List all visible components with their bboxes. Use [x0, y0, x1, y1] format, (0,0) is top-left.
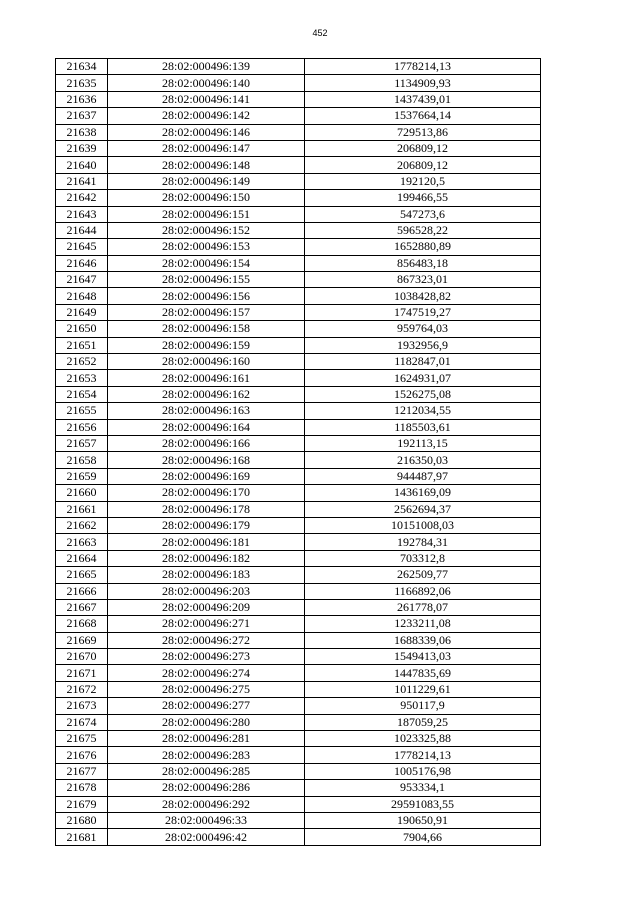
value-cell: 1437439,01 [305, 91, 541, 107]
value-cell: 867323,01 [305, 272, 541, 288]
cadastral-number-cell: 28:02:000496:283 [108, 747, 305, 763]
cadastral-number-cell: 28:02:000496:286 [108, 780, 305, 796]
cadastral-number-cell: 28:02:000496:159 [108, 337, 305, 353]
table-row [56, 108, 541, 124]
page-number: 452 [312, 28, 328, 38]
table-row [56, 91, 541, 107]
table-row [56, 173, 541, 189]
cadastral-number-cell: 28:02:000496:169 [108, 468, 305, 484]
table-row [56, 304, 541, 320]
value-cell: 950117,9 [305, 698, 541, 714]
cadastral-number-cell: 28:02:000496:281 [108, 731, 305, 747]
cadastral-number-cell: 28:02:000496:139 [108, 59, 305, 75]
row-number-cell: 21667 [56, 599, 108, 615]
cadastral-number-cell: 28:02:000496:158 [108, 321, 305, 337]
cadastral-number-cell: 28:02:000496:181 [108, 534, 305, 550]
table-row [56, 599, 541, 615]
cadastral-number-cell: 28:02:000496:272 [108, 632, 305, 648]
value-cell: 192784,31 [305, 534, 541, 550]
cadastral-number-cell: 28:02:000496:42 [108, 829, 305, 845]
row-number-cell: 21640 [56, 157, 108, 173]
cadastral-number-cell: 28:02:000496:154 [108, 255, 305, 271]
row-number-cell: 21644 [56, 222, 108, 238]
value-cell: 1233211,08 [305, 616, 541, 632]
value-cell: 1005176,98 [305, 763, 541, 779]
row-number-cell: 21637 [56, 108, 108, 124]
value-cell: 206809,12 [305, 140, 541, 156]
value-cell: 547273,6 [305, 206, 541, 222]
cadastral-number-cell: 28:02:000496:183 [108, 567, 305, 583]
table-row [56, 419, 541, 435]
table-row [56, 124, 541, 140]
table-row [56, 632, 541, 648]
table-row [56, 698, 541, 714]
table-row [56, 649, 541, 665]
table-row [56, 337, 541, 353]
cadastral-number-cell: 28:02:000496:164 [108, 419, 305, 435]
row-number-cell: 21671 [56, 665, 108, 681]
row-number-cell: 21638 [56, 124, 108, 140]
cadastral-number-cell: 28:02:000496:178 [108, 501, 305, 517]
value-cell: 1023325,88 [305, 731, 541, 747]
table-row [56, 812, 541, 828]
cadastral-number-cell: 28:02:000496:203 [108, 583, 305, 599]
table-row [56, 239, 541, 255]
table-row [56, 681, 541, 697]
table-row [56, 534, 541, 550]
row-number-cell: 21649 [56, 304, 108, 320]
row-number-cell: 21656 [56, 419, 108, 435]
cadastral-number-cell: 28:02:000496:140 [108, 75, 305, 91]
value-cell: 7904,66 [305, 829, 541, 845]
table-row [56, 370, 541, 386]
row-number-cell: 21663 [56, 534, 108, 550]
cadastral-number-cell: 28:02:000496:292 [108, 796, 305, 812]
value-cell: 1526275,08 [305, 386, 541, 402]
row-number-cell: 21668 [56, 616, 108, 632]
cadastral-number-cell: 28:02:000496:147 [108, 140, 305, 156]
cadastral-number-cell: 28:02:000496:153 [108, 239, 305, 255]
table-row [56, 763, 541, 779]
value-cell: 1549413,03 [305, 649, 541, 665]
row-number-cell: 21642 [56, 190, 108, 206]
cadastral-number-cell: 28:02:000496:149 [108, 173, 305, 189]
registry-table [55, 58, 541, 846]
table-row [56, 321, 541, 337]
row-number-cell: 21670 [56, 649, 108, 665]
cadastral-number-cell: 28:02:000496:156 [108, 288, 305, 304]
row-number-cell: 21645 [56, 239, 108, 255]
value-cell: 596528,22 [305, 222, 541, 238]
table-row [56, 550, 541, 566]
row-number-cell: 21652 [56, 354, 108, 370]
table-row [56, 222, 541, 238]
value-cell: 29591083,55 [305, 796, 541, 812]
cadastral-number-cell: 28:02:000496:285 [108, 763, 305, 779]
cadastral-number-cell: 28:02:000496:151 [108, 206, 305, 222]
row-number-cell: 21681 [56, 829, 108, 845]
cadastral-number-cell: 28:02:000496:150 [108, 190, 305, 206]
value-cell: 1185503,61 [305, 419, 541, 435]
row-number-cell: 21678 [56, 780, 108, 796]
row-number-cell: 21675 [56, 731, 108, 747]
table-row [56, 354, 541, 370]
table-row [56, 583, 541, 599]
cadastral-number-cell: 28:02:000496:168 [108, 452, 305, 468]
cadastral-number-cell: 28:02:000496:142 [108, 108, 305, 124]
row-number-cell: 21659 [56, 468, 108, 484]
row-number-cell: 21651 [56, 337, 108, 353]
cadastral-number-cell: 28:02:000496:152 [108, 222, 305, 238]
value-cell: 1537664,14 [305, 108, 541, 124]
value-cell: 1447835,69 [305, 665, 541, 681]
value-cell: 1038428,82 [305, 288, 541, 304]
value-cell: 1624931,07 [305, 370, 541, 386]
cadastral-number-cell: 28:02:000496:162 [108, 386, 305, 402]
row-number-cell: 21673 [56, 698, 108, 714]
row-number-cell: 21662 [56, 517, 108, 533]
row-number-cell: 21661 [56, 501, 108, 517]
value-cell: 192113,15 [305, 435, 541, 451]
value-cell: 1688339,06 [305, 632, 541, 648]
row-number-cell: 21650 [56, 321, 108, 337]
value-cell: 1436169,09 [305, 485, 541, 501]
value-cell: 262509,77 [305, 567, 541, 583]
table-row [56, 714, 541, 730]
row-number-cell: 21658 [56, 452, 108, 468]
cadastral-number-cell: 28:02:000496:155 [108, 272, 305, 288]
cadastral-number-cell: 28:02:000496:273 [108, 649, 305, 665]
row-number-cell: 21677 [56, 763, 108, 779]
value-cell: 192120,5 [305, 173, 541, 189]
value-cell: 856483,18 [305, 255, 541, 271]
row-number-cell: 21647 [56, 272, 108, 288]
value-cell: 959764,03 [305, 321, 541, 337]
table-row [56, 272, 541, 288]
cadastral-number-cell: 28:02:000496:146 [108, 124, 305, 140]
value-cell: 1212034,55 [305, 403, 541, 419]
cadastral-number-cell: 28:02:000496:141 [108, 91, 305, 107]
row-number-cell: 21665 [56, 567, 108, 583]
table-row [56, 796, 541, 812]
row-number-cell: 21672 [56, 681, 108, 697]
row-number-cell: 21666 [56, 583, 108, 599]
cadastral-number-cell: 28:02:000496:166 [108, 435, 305, 451]
cadastral-number-cell: 28:02:000496:271 [108, 616, 305, 632]
value-cell: 1011229,61 [305, 681, 541, 697]
table-row [56, 157, 541, 173]
value-cell: 729513,86 [305, 124, 541, 140]
cadastral-number-cell: 28:02:000496:274 [108, 665, 305, 681]
row-number-cell: 21634 [56, 59, 108, 75]
row-number-cell: 21653 [56, 370, 108, 386]
table-row [56, 452, 541, 468]
value-cell: 1134909,93 [305, 75, 541, 91]
value-cell: 199466,55 [305, 190, 541, 206]
row-number-cell: 21660 [56, 485, 108, 501]
table-row [56, 75, 541, 91]
row-number-cell: 21669 [56, 632, 108, 648]
row-number-cell: 21657 [56, 435, 108, 451]
cadastral-number-cell: 28:02:000496:209 [108, 599, 305, 615]
cadastral-number-cell: 28:02:000496:170 [108, 485, 305, 501]
value-cell: 10151008,03 [305, 517, 541, 533]
cadastral-number-cell: 28:02:000496:161 [108, 370, 305, 386]
row-number-cell: 21641 [56, 173, 108, 189]
table-row [56, 59, 541, 75]
value-cell: 187059,25 [305, 714, 541, 730]
table-row [56, 386, 541, 402]
table-row [56, 517, 541, 533]
table-row [56, 731, 541, 747]
table-row [56, 501, 541, 517]
value-cell: 1932956,9 [305, 337, 541, 353]
value-cell: 703312,8 [305, 550, 541, 566]
value-cell: 2562694,37 [305, 501, 541, 517]
value-cell: 261778,07 [305, 599, 541, 615]
row-number-cell: 21674 [56, 714, 108, 730]
table-row [56, 206, 541, 222]
row-number-cell: 21680 [56, 812, 108, 828]
cadastral-number-cell: 28:02:000496:179 [108, 517, 305, 533]
cadastral-number-cell: 28:02:000496:163 [108, 403, 305, 419]
table-row [56, 255, 541, 271]
cadastral-number-cell: 28:02:000496:160 [108, 354, 305, 370]
value-cell: 216350,03 [305, 452, 541, 468]
table-row [56, 485, 541, 501]
value-cell: 1747519,27 [305, 304, 541, 320]
cadastral-number-cell: 28:02:000496:182 [108, 550, 305, 566]
value-cell: 206809,12 [305, 157, 541, 173]
value-cell: 1182847,01 [305, 354, 541, 370]
value-cell: 1166892,06 [305, 583, 541, 599]
value-cell: 1778214,13 [305, 59, 541, 75]
cadastral-number-cell: 28:02:000496:280 [108, 714, 305, 730]
cadastral-number-cell: 28:02:000496:157 [108, 304, 305, 320]
row-number-cell: 21654 [56, 386, 108, 402]
table-row [56, 665, 541, 681]
cadastral-number-cell: 28:02:000496:277 [108, 698, 305, 714]
value-cell: 1652880,89 [305, 239, 541, 255]
row-number-cell: 21676 [56, 747, 108, 763]
table-row [56, 140, 541, 156]
row-number-cell: 21643 [56, 206, 108, 222]
row-number-cell: 21635 [56, 75, 108, 91]
row-number-cell: 21664 [56, 550, 108, 566]
table-body [56, 59, 541, 846]
row-number-cell: 21639 [56, 140, 108, 156]
table-row [56, 190, 541, 206]
table-row [56, 829, 541, 845]
row-number-cell: 21646 [56, 255, 108, 271]
table-row [56, 567, 541, 583]
row-number-cell: 21679 [56, 796, 108, 812]
table-row [56, 403, 541, 419]
cadastral-number-cell: 28:02:000496:148 [108, 157, 305, 173]
value-cell: 190650,91 [305, 812, 541, 828]
row-number-cell: 21648 [56, 288, 108, 304]
table-row [56, 435, 541, 451]
row-number-cell: 21655 [56, 403, 108, 419]
table-row [56, 288, 541, 304]
row-number-cell: 21636 [56, 91, 108, 107]
table-row [56, 616, 541, 632]
value-cell: 953334,1 [305, 780, 541, 796]
value-cell: 1778214,13 [305, 747, 541, 763]
cadastral-number-cell: 28:02:000496:275 [108, 681, 305, 697]
table-row [56, 468, 541, 484]
cadastral-number-cell: 28:02:000496:33 [108, 812, 305, 828]
table-row [56, 747, 541, 763]
table-row [56, 780, 541, 796]
value-cell: 944487,97 [305, 468, 541, 484]
